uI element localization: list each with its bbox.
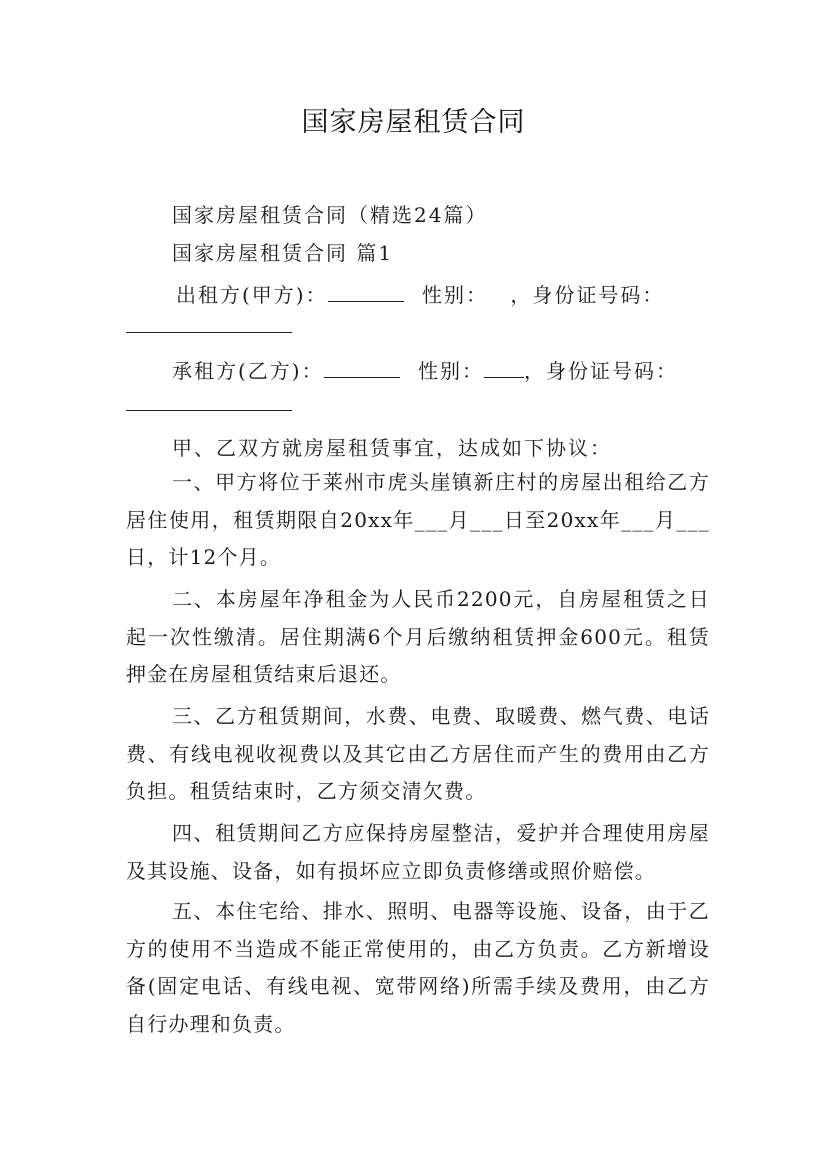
document-subtitle: 国家房屋租赁合同（精选24篇） bbox=[172, 203, 488, 227]
intro-text: 甲、乙双方就房屋租赁事宜，达成如下协议： bbox=[172, 436, 612, 460]
party-b-name-blank bbox=[324, 359, 400, 378]
party-b-gender-sep: ， bbox=[523, 359, 546, 383]
party-b-row bbox=[172, 355, 678, 384]
party-b-id-blank bbox=[126, 410, 292, 411]
party-b-label: 承租方(乙方)： bbox=[172, 359, 324, 383]
party-a-label: 出租方(甲方)： bbox=[176, 283, 328, 307]
clause-4: 四、租赁期间乙方应保持房屋整洁，爱护并合理使用房屋及其设施、设备，如有损坏应立即负责修缮或照价赔偿。 bbox=[126, 821, 710, 883]
clause-2: 二、本房屋年净租金为人民币2200元，自房屋租赁之日起一次性缴清。居住期满6个月后缴纳租赁押金600元。租赁押金在房屋租赁结束后退还。 bbox=[126, 587, 710, 686]
party-a-gender-sep: ， bbox=[510, 283, 533, 307]
clause-1: 一、甲方将位于莱州市虎头崖镇新庄村的房屋出租给乙方居住使用，租赁期限自20xx年___月___日至20xx年___月___日，计12个月。 bbox=[126, 470, 710, 569]
party-b-gender-blank bbox=[484, 359, 524, 378]
document-title: 国家房屋租赁合同 bbox=[301, 107, 526, 138]
article-heading: 国家房屋租赁合同 篇1 bbox=[172, 241, 394, 265]
party-a-id-label: 身份证号码： bbox=[532, 283, 665, 307]
party-a-id-blank bbox=[126, 332, 292, 333]
party-a-gender-label: 性别： bbox=[421, 283, 488, 307]
party-b-gender-label: 性别： bbox=[417, 359, 484, 383]
party-b-id-label: 身份证号码： bbox=[545, 359, 678, 383]
clause-5: 五、本住宅给、排水、照明、电器等设施、设备，由于乙方的使用不当造成不能正常使用的，由乙方负责。乙方新增设备(固定电话、有线电视、宽带网络)所需手续及费用，由乙方自行办理和负责。 bbox=[126, 899, 710, 1036]
clause-3: 三、乙方租赁期间，水费、电费、取暖费、燃气费、电话费、有线电视收视费以及其它由乙方居住而产生的费用由乙方负担。租赁结束时，乙方须交清欠费。 bbox=[126, 704, 710, 803]
party-a-name-blank bbox=[328, 283, 404, 302]
party-a-row bbox=[176, 279, 664, 308]
